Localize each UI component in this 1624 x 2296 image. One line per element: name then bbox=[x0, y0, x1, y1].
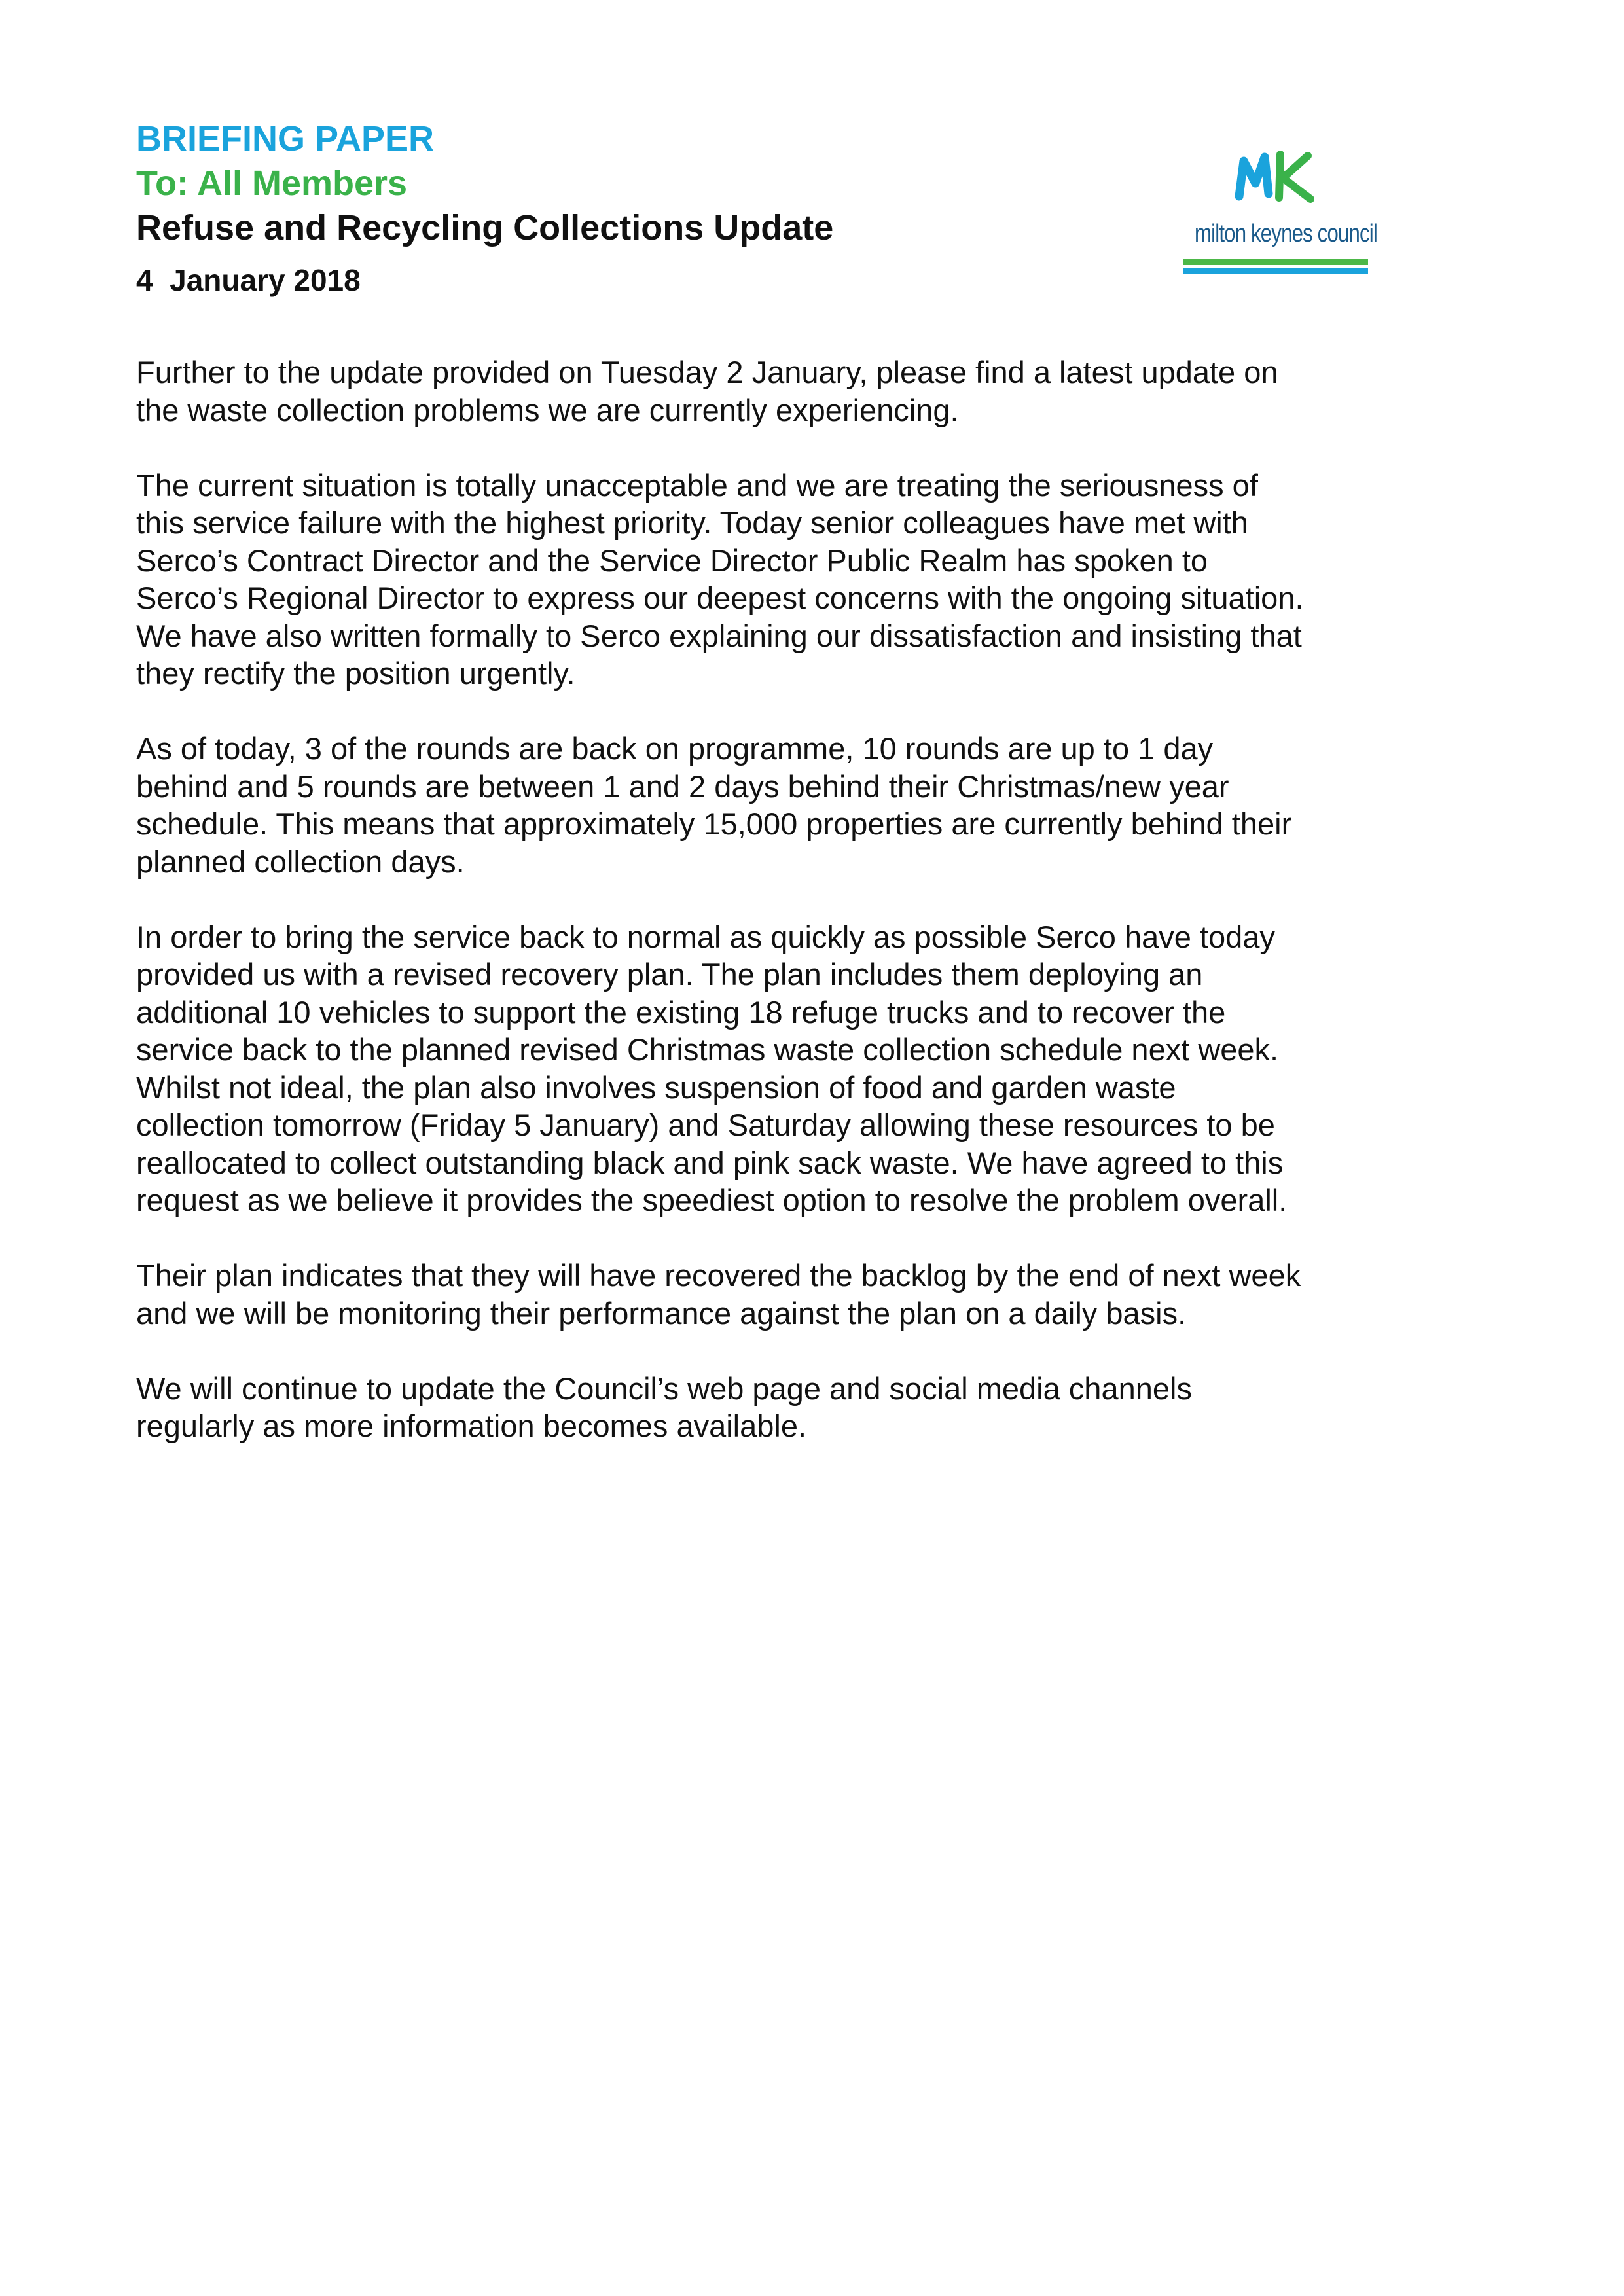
recipients-line: To: All Members bbox=[136, 164, 408, 203]
council-name: milton keynes council bbox=[1195, 220, 1377, 247]
paragraph-current-situation: The current situation is totally unacceptable and we are treating the seriousness of this service failure with the highest priority. Today senior colleagues have met with Serco’s Contract Director and the Service Director Public Realm has spoken to Serco’s Regional Director to express our deepest concerns with the ongoing situation. We have also written formally to Serco explaining our dissatisfaction and insisting that they rectify the position urgently. bbox=[136, 467, 1304, 691]
council-logo bbox=[1177, 143, 1377, 293]
paragraph-backlog: Their plan indicates that they will have recovered the backlog by the end of next week and we will be monitoring their performance against the plan on a daily basis. bbox=[136, 1258, 1301, 1331]
paragraph-updates: We will continue to update the Council’s web page and social media channels regularly as more information becomes available. bbox=[136, 1371, 1192, 1443]
paragraph-update-intro: Further to the update provided on Tuesday 2 January, please find a latest update on the waste collection problems we are currently experiencing. bbox=[136, 355, 1278, 427]
briefing-body bbox=[136, 353, 1419, 1482]
document-date: 4 January 2018 bbox=[136, 263, 361, 297]
briefing-header bbox=[136, 117, 1118, 300]
briefing-label: BRIEFING PAPER bbox=[136, 119, 435, 158]
logo-blue-bar bbox=[1183, 268, 1368, 274]
mk-monogram-icon bbox=[1177, 143, 1373, 221]
document-subject: Refuse and Recycling Collections Update bbox=[136, 208, 834, 247]
logo-green-bar bbox=[1183, 259, 1368, 265]
paragraph-recovery-plan: In order to bring the service back to normal as quickly as possible Serco have today provided us with a revised recovery plan. The plan includes them deploying an additional 10 vehicles to support the existing 18 refuge trucks and to recover the service back to the planned revised Christmas waste collection schedule next week. Whilst not ideal, the plan also involves suspension of food and garden waste collection tomorrow (Friday 5 January) and Saturday allowing these resources to be reallocated to collect outstanding black and pink sack waste. We have agreed to this request as we believe it provides the speediest option to resolve the problem overall. bbox=[136, 919, 1288, 1217]
paragraph-rounds-status: As of today, 3 of the rounds are back on programme, 10 rounds are up to 1 day behind and 5 rounds are between 1 and 2 days behind their Christmas/new year schedule. This means that approximately 15,000 properties are currently behind their planned collection days. bbox=[136, 731, 1292, 879]
